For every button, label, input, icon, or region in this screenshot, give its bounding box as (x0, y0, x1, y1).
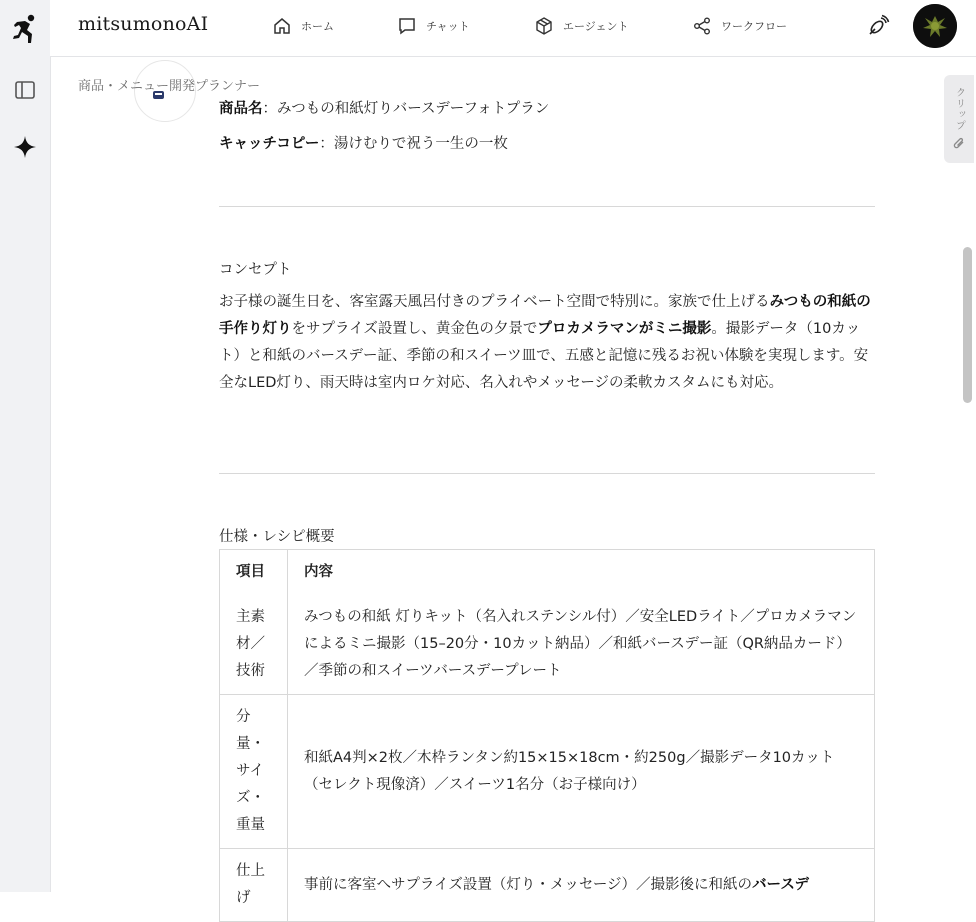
catch-copy-line (219, 131, 508, 158)
table-cell-text: 事前に客室へサプライズ設置（灯り・メッセージ）／撮影後に和紙の (304, 876, 753, 893)
table-cell-content (288, 849, 875, 922)
nav-agent[interactable] (534, 15, 629, 37)
divider (219, 473, 875, 474)
nav-chat-label: チャット (426, 20, 470, 33)
left-sidebar (0, 0, 51, 892)
divider (219, 206, 875, 207)
table-header-item: 項目 (220, 550, 288, 596)
table-cell-item: 仕上げ (220, 849, 288, 922)
nav-workflow[interactable] (692, 15, 787, 37)
sidebar-toggle-icon[interactable] (10, 75, 40, 105)
runner-logo-icon[interactable] (10, 14, 40, 44)
top-navigation-bar (50, 0, 976, 57)
nav-agent-label: エージェント (563, 20, 629, 33)
concept-text-1: お子様の誕生日を、客室露天風呂付きのプライベート空間で特別に。家族で仕上げる (219, 294, 770, 310)
nav-home[interactable] (272, 15, 334, 37)
product-name-label: 商品名 (219, 101, 263, 117)
table-row (220, 849, 875, 922)
concept-text-2: をサプライズ設置し、黄金色の夕景で (291, 321, 538, 337)
nav-workflow-label: ワークフロー (721, 20, 787, 33)
clip-tab-label: クリップ (953, 87, 965, 131)
table-header-row (220, 550, 875, 596)
nav-home-label: ホーム (301, 20, 334, 33)
app-title[interactable]: mitsumonoAI (78, 13, 209, 35)
product-name-line (219, 96, 549, 123)
concept-paragraph (219, 289, 875, 397)
user-avatar[interactable] (913, 4, 957, 48)
sparkle-icon[interactable] (10, 132, 40, 162)
spec-table (219, 549, 875, 922)
catch-copy-label: キャッチコピー (219, 136, 320, 152)
table-row (220, 595, 875, 695)
share-nodes-icon (692, 16, 712, 36)
scrollbar-thumb[interactable] (963, 247, 972, 403)
table-cell-content: みつもの和紙 灯りキット（名入れステンシル付）／安全LEDライト／プロカメラマンによるミニ撮影（15–20分・10カット納品）／和紙バースデー証（QR納品カード）／季節の和スイーツバースデープレート (288, 595, 875, 695)
breadcrumb[interactable]: 商品・メニュー開発プランナー (78, 79, 261, 94)
concept-bold-1: みつもの和紙の手作り灯り (219, 294, 871, 337)
table-row (220, 695, 875, 849)
table-cell-item: 主素材／技術 (220, 595, 288, 695)
table-header-content: 内容 (288, 550, 875, 596)
table-cell-content: 和紙A4判×2枚／木枠ランタン約15×15×18cm・約250g／撮影データ10カット（セレクト現像済）／スイーツ1名分（お子様向け） (288, 695, 875, 849)
spec-heading: 仕様・レシピ概要 (219, 529, 335, 545)
cube-icon (534, 16, 554, 36)
scrollbar-track[interactable] (960, 57, 976, 892)
table-cell-bold: バースデ (752, 876, 810, 893)
concept-bold-2: プロカメラマンがミニ撮影 (537, 321, 712, 337)
product-name-value: ：みつもの和紙灯りバースデーフォトプラン (262, 101, 550, 117)
concept-heading: コンセプト (219, 262, 292, 278)
table-cell-item: 分量・サイズ・重量 (220, 695, 288, 849)
satellite-icon[interactable] (864, 14, 890, 40)
chat-icon (397, 16, 417, 36)
home-icon (272, 16, 292, 36)
catch-copy-value: ：湯けむりで祝う一生の一枚 (319, 136, 508, 152)
concept-text-3: 。撮影データ（10カット）と和紙のバースデー証、季節の和スイーツ皿で、五感と記憶に残るお祝い体験を実現します。安全なLED灯り、雨天時は室内ロケ対応、名入れやメッセージの柔軟カスタムにも対応。 (219, 321, 869, 391)
nav-chat[interactable] (397, 15, 470, 37)
